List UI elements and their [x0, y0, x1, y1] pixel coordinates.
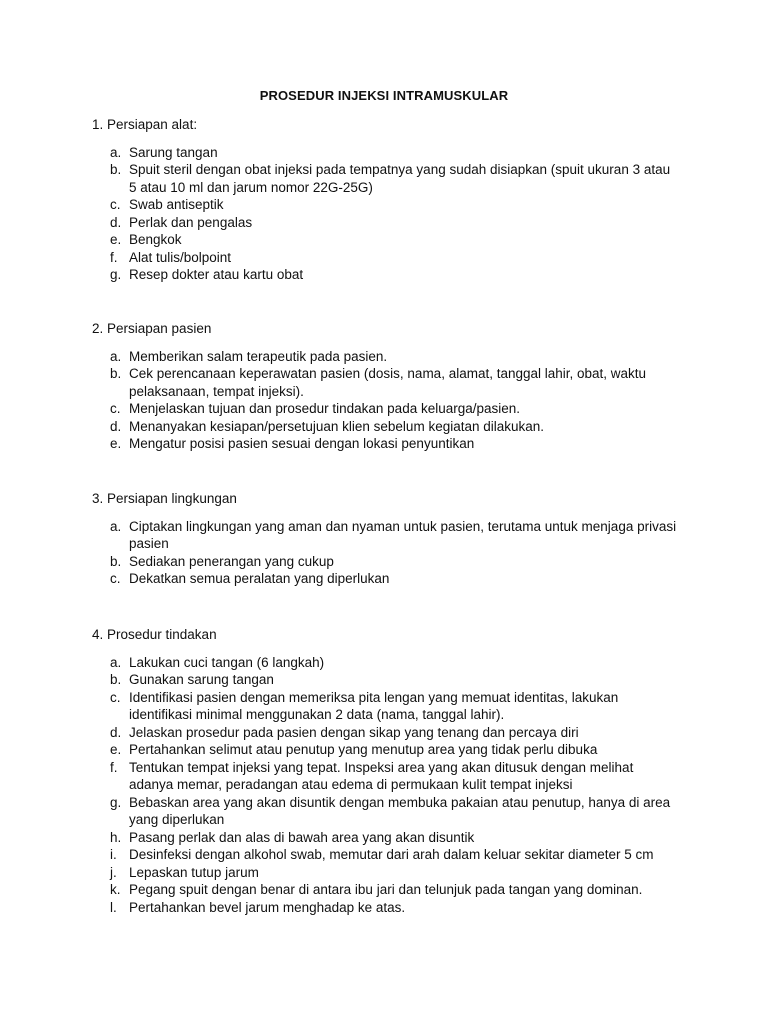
list-item: [92, 161, 692, 196]
list-item-letter: d.: [110, 418, 122, 434]
list-item-text: Desinfeksi dengan alkohol swab, memutar dari arah dalam keluar sekitar diameter 5 cm: [129, 847, 654, 862]
list-item: [92, 144, 692, 162]
list-item: [92, 881, 692, 899]
list-item-text: Swab antiseptik: [129, 197, 224, 212]
list-item: [92, 654, 692, 672]
list-item-text: Tentukan tempat injeksi yang tepat. Inspeksi area yang akan ditusuk dengan melihat adanya memar, peradangan atau edema di permukaan kulit tempat injeksi: [129, 759, 634, 792]
list-item: [92, 435, 692, 453]
list-item-text: Spuit steril dengan obat injeksi pada tempatnya yang sudah disiapkan (spuit ukuran 3 atau 5 atau 10 ml dan jarum nomor 22G-25G): [129, 162, 671, 195]
list-item-letter: c.: [110, 197, 121, 212]
list-item-letter: a.: [110, 518, 122, 534]
list-item: [92, 741, 692, 759]
item-list: [92, 144, 692, 284]
list-item: [92, 365, 692, 400]
section-heading: 3. Persiapan lingkungan: [92, 491, 237, 506]
list-item-letter: a.: [110, 144, 122, 160]
list-item: [92, 864, 692, 882]
list-item-letter: j.: [110, 864, 117, 880]
list-item-text: Dekatkan semua peralatan yang diperlukan: [129, 571, 390, 586]
section-heading: 4. Prosedur tindakan: [92, 627, 217, 642]
list-item: [92, 518, 692, 553]
list-item: [92, 724, 692, 742]
list-item-text: Bebaskan area yang akan disuntik dengan membuka pakaian atau penutup, hanya di area yang diperlukan: [129, 794, 671, 827]
list-item-text: Pertahankan selimut atau penutup yang menutup area yang tidak perlu dibuka: [129, 742, 598, 757]
list-item-letter: c.: [110, 401, 121, 416]
section-heading: 1. Persiapan alat:: [92, 117, 198, 132]
list-item-letter: g.: [110, 794, 122, 810]
list-item-text: Identifikasi pasien dengan memeriksa pita lengan yang memuat identitas, lakukan identifikasi minimal menggunakan 2 data (nama, tanggal lahir).: [129, 689, 619, 722]
list-item-text: Perlak dan pengalas: [129, 214, 253, 230]
list-item-letter: e.: [110, 742, 122, 757]
list-item-letter: c.: [110, 689, 121, 705]
list-item-letter: f.: [110, 759, 118, 775]
list-item: [92, 231, 692, 249]
list-item-text: Sediakan penerangan yang cukup: [129, 553, 334, 569]
list-item: [92, 418, 692, 436]
list-item-text: Pertahankan bevel jarum menghadap ke atas.: [129, 899, 406, 915]
item-list: [92, 348, 692, 453]
list-item-text: Ciptakan lingkungan yang aman dan nyaman untuk pasien, terutama untuk menjaga privasi pasien: [129, 518, 677, 551]
list-item-text: Resep dokter atau kartu obat: [129, 267, 304, 282]
item-list: [92, 518, 692, 588]
list-item: [92, 249, 692, 267]
list-item-letter: e.: [110, 436, 122, 451]
list-item-text: Memberikan salam terapeutik pada pasien.: [129, 348, 388, 364]
list-item: [92, 570, 692, 588]
item-list: [92, 654, 692, 917]
list-item-letter: c.: [110, 571, 121, 586]
list-item-letter: b.: [110, 553, 122, 569]
list-item-text: Mengatur posisi pasien sesuai dengan lokasi penyuntikan: [129, 436, 475, 451]
list-item-text: Cek perencanaan keperawatan pasien (dosis, nama, alamat, tanggal lahir, obat, waktu pelaksanaan, tempat injeksi).: [129, 366, 647, 399]
list-item-letter: a.: [110, 348, 122, 364]
list-item: [92, 829, 692, 847]
list-item: [92, 794, 692, 829]
list-item-text: Pegang spuit dengan benar di antara ibu jari dan telunjuk pada tangan yang dominan.: [129, 882, 643, 897]
list-item: [92, 553, 692, 571]
list-item-letter: d.: [110, 214, 122, 230]
list-item-letter: l.: [110, 899, 117, 915]
list-item: [92, 689, 692, 724]
list-item-letter: b.: [110, 366, 122, 381]
list-item-letter: a.: [110, 654, 122, 670]
list-item-letter: b.: [110, 162, 122, 177]
list-item-letter: e.: [110, 232, 122, 247]
list-item: [92, 759, 692, 794]
section-persiapan-lingkungan: [92, 490, 692, 588]
list-item-text: Sarung tangan: [129, 144, 218, 160]
list-item-letter: f.: [110, 249, 118, 265]
list-item-text: Bengkok: [129, 232, 182, 247]
list-item: [92, 348, 692, 366]
list-item-text: Jelaskan prosedur pada pasien dengan sikap yang tenang dan percaya diri: [129, 724, 579, 740]
list-item-letter: d.: [110, 724, 122, 740]
list-item-text: Lakukan cuci tangan (6 langkah): [129, 654, 325, 670]
list-item-letter: h.: [110, 829, 122, 845]
list-item-text: Pasang perlak dan alas di bawah area yang akan disuntik: [129, 829, 475, 845]
section-heading: 2. Persiapan pasien: [92, 321, 212, 336]
list-item-text: Alat tulis/bolpoint: [129, 249, 232, 265]
list-item-text: Menjelaskan tujuan dan prosedur tindakan pada keluarga/pasien.: [129, 401, 521, 416]
section-persiapan-pasien: [92, 320, 692, 453]
list-item: [92, 899, 692, 917]
list-item-letter: g.: [110, 267, 122, 282]
list-item: [92, 846, 692, 864]
list-item: [92, 214, 692, 232]
list-item-text: Gunakan sarung tangan: [129, 672, 274, 687]
section-prosedur-tindakan: [92, 626, 692, 916]
list-item-text: Menanyakan kesiapan/persetujuan klien sebelum kegiatan dilakukan.: [129, 418, 545, 434]
list-item: [92, 671, 692, 689]
list-item: [92, 266, 692, 284]
list-item-text: Lepaskan tutup jarum: [129, 864, 259, 880]
list-item: [92, 400, 692, 418]
list-item-letter: b.: [110, 672, 122, 687]
list-item-letter: i.: [110, 847, 117, 862]
section-persiapan-alat: [92, 116, 692, 284]
list-item-letter: k.: [110, 882, 121, 897]
document-title: PROSEDUR INJEKSI INTRAMUSKULAR: [259, 88, 509, 103]
list-item: [92, 196, 692, 214]
